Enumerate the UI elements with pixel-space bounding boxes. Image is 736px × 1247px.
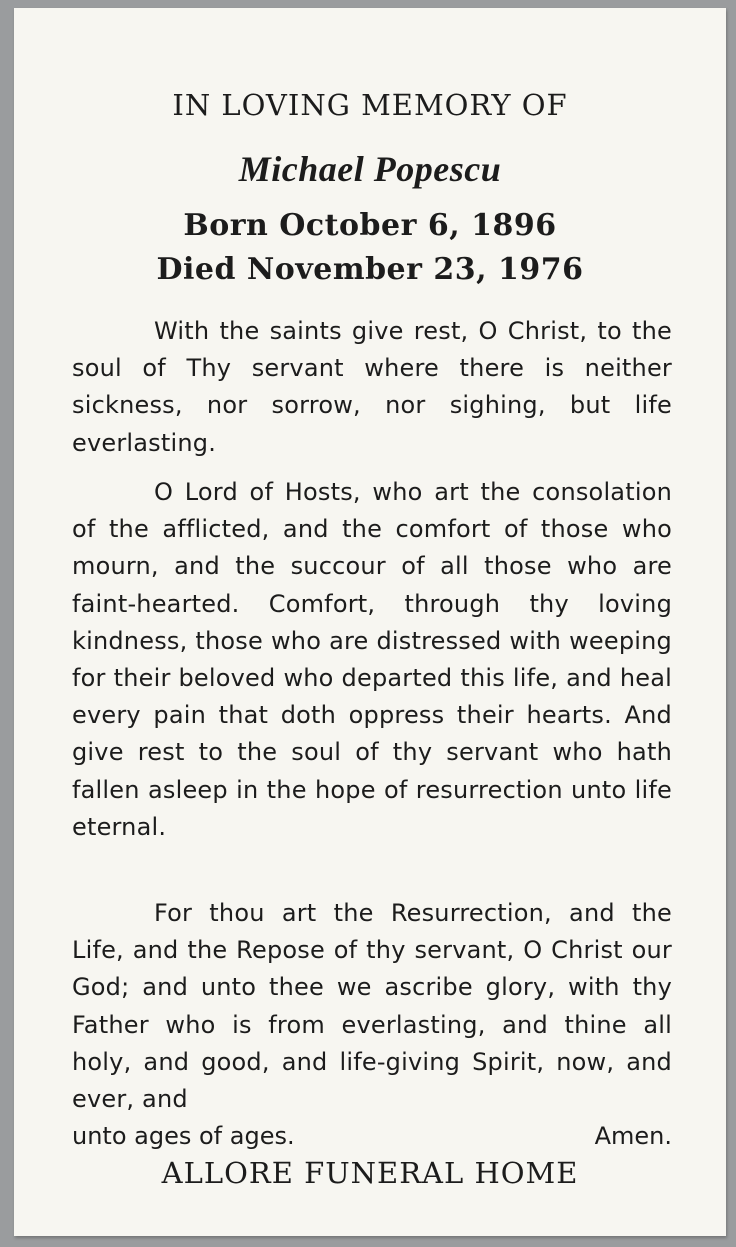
closing-line xyxy=(72,1118,672,1155)
funeral-home-name: ALLORE FUNERAL HOME xyxy=(161,1156,579,1190)
memorial-card xyxy=(14,8,726,1236)
prayer-paragraph-3: For thou art the Resurrection, and the Life, and the Repose of thy servant, O Christ our God; and unto thee we ascribe glory, with thy Father who is from everlasting, and thine all holy, and good, and life-giving Spirit, now, and ever, and xyxy=(72,899,672,1114)
memorial-heading: IN LOVING MEMORY OF xyxy=(172,88,568,122)
death-date: Died November 23, 1976 xyxy=(156,252,584,287)
birth-date: Born October 6, 1896 xyxy=(183,208,557,243)
closing-text: unto ages of ages. xyxy=(72,1122,295,1150)
amen-text: Amen. xyxy=(594,1122,672,1150)
deceased-name: Michael Popescu xyxy=(238,149,502,189)
prayer-paragraph-2: O Lord of Hosts, who art the consolation of the afflicted, and the comfort of those who mourn, and the succour of all those who are faint-hearted. Comfort, through thy loving kindness, those who are distressed with weeping for their beloved who departed this life, and heal every pain that doth oppress their hearts. And give rest to the soul of thy servant who hath fallen asleep in the hope of resurrection unto life eternal. xyxy=(72,478,672,841)
prayer-paragraph-1: With the saints give rest, O Christ, to the soul of Thy servant where there is neither sickness, nor sorrow, nor sighing, but life everlasting. xyxy=(72,317,672,457)
